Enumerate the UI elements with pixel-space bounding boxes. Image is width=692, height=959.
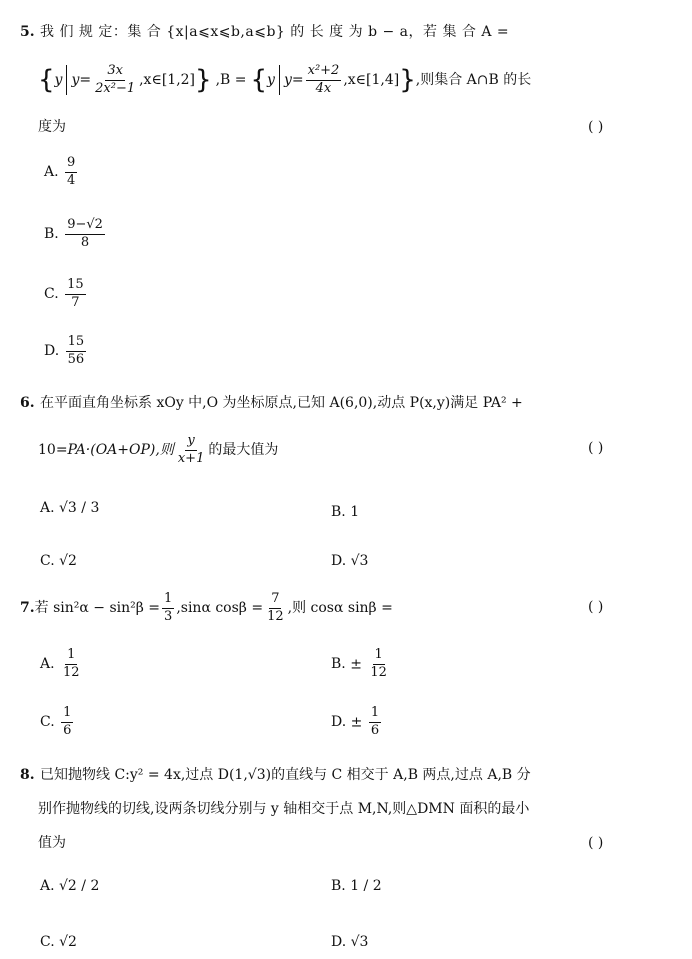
q5-brace-close-b: } xyxy=(399,65,416,95)
q7-option-c-den: 6 xyxy=(63,722,72,738)
q7-fraction-2 xyxy=(265,592,286,625)
q7-option-b-label: B. xyxy=(331,656,346,673)
q8-option-c-label: C. xyxy=(40,934,55,950)
q5-setB-bar xyxy=(279,65,280,95)
q5-option-c xyxy=(44,278,88,311)
q5-brace-close-a: } xyxy=(195,65,212,95)
q5-option-b-num: 9−√2 xyxy=(65,218,105,235)
q6-option-d-label: D. xyxy=(331,553,347,569)
q5-option-a-den: 4 xyxy=(67,172,76,188)
q6-option-b xyxy=(331,504,359,520)
q6-option-c xyxy=(40,553,77,569)
q8-option-b xyxy=(331,878,382,894)
q6-frac-den: x+1 xyxy=(177,450,205,466)
q5-setB-den: 4x xyxy=(315,80,332,96)
q5-option-b-den: 8 xyxy=(80,234,90,250)
q7-frac1-den: 3 xyxy=(164,608,173,624)
q5-line2-tail: ,则集合 A∩B 的长 xyxy=(415,72,532,88)
q8-option-a-label: A. xyxy=(40,878,55,894)
q7-option-c-fraction xyxy=(61,706,73,739)
q5-option-d-num: 15 xyxy=(66,335,87,352)
q6-number: 6. xyxy=(20,395,35,411)
q5-setA-domain: ,x∈[1,2] xyxy=(139,72,196,88)
q5-setA-y2: y xyxy=(71,72,80,88)
q5-setA-num: 3x xyxy=(105,64,125,81)
q8-number: 8. xyxy=(20,767,35,783)
q8-option-a-text: √2 / 2 xyxy=(59,878,100,894)
q5-line1: 我 们 规 定：集 合 {x|a⩽x⩽b,a⩽b} 的 长 度 为 b − a，若 集 合 A = xyxy=(40,24,510,40)
q5-setA-eq: = xyxy=(79,72,92,88)
q6-option-b-label: B. xyxy=(331,504,346,520)
q5-setA-y: y xyxy=(54,72,63,88)
q7-line1-a: 若 sin²α − sin²β = xyxy=(34,600,161,616)
q8-option-d-label: D. xyxy=(331,934,347,950)
q6-line2-tail: 的最大值为 xyxy=(208,442,279,458)
q8-option-c xyxy=(40,934,77,950)
q7-option-b-fraction xyxy=(368,648,389,681)
q6-option-a-label: A. xyxy=(40,500,55,516)
q5-setB-eq: = xyxy=(291,72,304,88)
q6-line1: 在平面直角坐标系 xOy 中,O 为坐标原点,已知 A(6,0),动点 P(x,y)满足 PA² + xyxy=(40,395,523,411)
q7-option-c-label: C. xyxy=(40,714,55,731)
q5-option-a-num: 9 xyxy=(65,156,77,173)
q6-option-b-text: 1 xyxy=(350,504,360,520)
q5-setB-y2: y xyxy=(283,72,292,88)
q5-option-c-den: 7 xyxy=(71,294,80,310)
q5-setA-den: 2x²−1 xyxy=(95,80,136,96)
q7-option-d xyxy=(331,706,383,739)
q8-option-d-text: √3 xyxy=(350,934,369,950)
q7-option-d-fraction xyxy=(369,706,381,739)
q7-option-b-den: 12 xyxy=(370,664,387,680)
q5-option-c-label: C. xyxy=(44,286,59,303)
q5-number: 5. xyxy=(20,24,35,40)
q7-option-a xyxy=(40,648,84,681)
q5-setB-fraction xyxy=(306,64,342,97)
q6-option-a-text: √3 / 3 xyxy=(59,500,100,516)
q6-line2-b: PA·(OA+OP),则 xyxy=(67,442,174,458)
q7-option-d-prefix: ± xyxy=(350,714,363,731)
q6-line2 xyxy=(38,432,278,468)
q5-setB-domain: ,x∈[1,4] xyxy=(343,72,400,88)
q7-option-b xyxy=(331,648,391,681)
q8-line1: 已知抛物线 C:y² = 4x,过点 D(1,√3)的直线与 C 相交于 A,B 两点,过点 A,B 分 xyxy=(40,767,531,783)
q7-option-b-prefix: ± xyxy=(350,656,362,673)
q6-option-a xyxy=(40,500,99,516)
q6-fraction xyxy=(176,434,207,467)
q7-frac2-num: 7 xyxy=(269,592,281,609)
q6-option-c-label: C. xyxy=(40,553,55,569)
q5-option-d-den: 56 xyxy=(67,351,85,367)
q5-line2 xyxy=(38,60,531,100)
q5-option-d xyxy=(44,335,88,368)
q5-brace-open-a: { xyxy=(38,65,55,95)
q5-option-a-fraction xyxy=(65,156,77,189)
q7-option-b-num: 1 xyxy=(373,648,385,665)
q5-setA-bar xyxy=(66,65,67,95)
q8-line3: 值为 xyxy=(38,835,66,851)
q5-option-b-label: B. xyxy=(44,226,59,243)
q7-option-a-fraction xyxy=(61,648,82,681)
q5-option-d-label: D. xyxy=(44,343,60,360)
q6-line2-a: 10= xyxy=(38,442,68,458)
q8-line2: 别作抛物线的切线,设两条切线分别与 y 轴相交于点 M,N,则△DMN 面积的最小 xyxy=(38,801,530,817)
q6-option-d-text: √3 xyxy=(350,553,369,569)
q7-line1-c: ,则 cosα sinβ = xyxy=(287,600,393,616)
q5-setA-fraction xyxy=(93,64,137,97)
q5-option-d-fraction xyxy=(66,335,87,368)
q7-frac2-den: 12 xyxy=(267,608,284,624)
q5-option-a-label: A. xyxy=(44,164,59,181)
q6-option-c-text: √2 xyxy=(59,553,77,569)
q5-setB-num: x²+2 xyxy=(306,64,342,81)
q7-frac1-num: 1 xyxy=(162,592,174,609)
q6-option-d xyxy=(331,553,368,569)
q8-option-b-label: B. xyxy=(331,878,346,894)
q5-option-a xyxy=(44,156,79,189)
q6-answer-paren: ( ) xyxy=(588,440,604,456)
q7-option-d-num: 1 xyxy=(369,706,381,723)
q8-answer-paren: ( ) xyxy=(588,835,604,851)
q8-option-c-text: √2 xyxy=(59,934,77,950)
q7-number: 7. xyxy=(20,600,35,616)
q6-frac-num: y xyxy=(185,434,196,451)
q5-option-c-num: 15 xyxy=(65,278,86,295)
q5-line3: 度为 xyxy=(38,119,66,135)
q7-fraction-1 xyxy=(162,592,174,625)
q5-option-c-fraction xyxy=(65,278,86,311)
q7-option-a-label: A. xyxy=(40,656,55,673)
q7-option-d-label: D. xyxy=(331,714,347,731)
q5-setB-prefix: ,B = xyxy=(215,72,247,88)
q5-brace-open-b: { xyxy=(250,65,268,95)
q5-option-b xyxy=(44,218,107,251)
q8-option-d xyxy=(331,934,368,950)
q8-option-b-text: 1 / 2 xyxy=(350,878,382,894)
q7-line1 xyxy=(20,590,393,626)
q5-option-b-fraction xyxy=(65,218,105,251)
q7-option-c-num: 1 xyxy=(61,706,73,723)
q7-option-a-den: 12 xyxy=(63,664,80,680)
q8-option-a xyxy=(40,878,99,894)
q5-answer-paren: ( ) xyxy=(588,119,604,135)
q7-option-a-num: 1 xyxy=(65,648,77,665)
q5-setB-y: y xyxy=(267,72,275,88)
q7-answer-paren: ( ) xyxy=(588,599,604,615)
q7-line1-b: ,sinα cosβ = xyxy=(176,600,264,616)
q7-option-d-den: 6 xyxy=(370,722,380,738)
q7-option-c xyxy=(40,706,75,739)
